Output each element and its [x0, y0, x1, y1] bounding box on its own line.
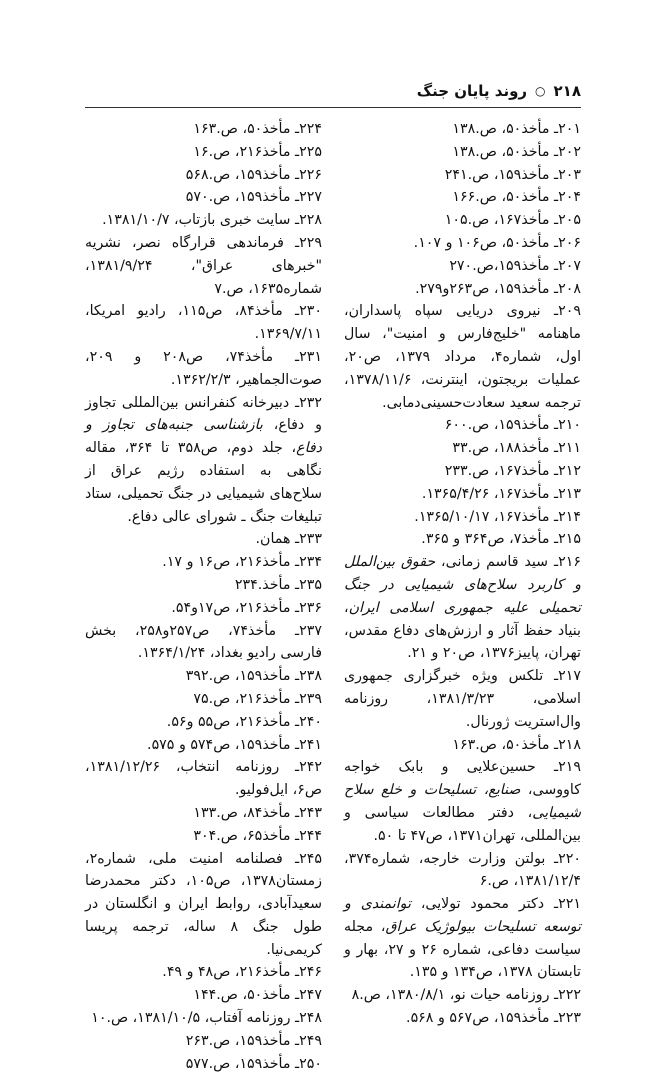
endnote-text-part: ۲۳۲ـ دبیرخانه کنفرانس بین‌المللی تجاوز و دفاع، — [85, 394, 322, 434]
endnote-title-italic: صنایع، تسلیحات و خلع سلاح شیمیایی — [344, 782, 581, 821]
endnote-entry: ۲۰۸ـ مأخذ۱۵۹، ص۲۶۳و۲۷۹. — [415, 280, 581, 297]
endnote-entry: ۲۴۶ـ مأخذ۲۱۶، ص۴۸ و ۴۹. — [162, 964, 322, 981]
endnote-entry: ۲۲۲ـ روزنامه حیات نو، ۱۳۸۰/۸/۱، ص.۸ — [351, 987, 581, 1004]
endnote-entry: ۲۰۴ـ مأخذ۵۰، ص.۱۶۶ — [452, 189, 581, 206]
endnote-entry: ۲۲۴ـ مأخذ۵۰، ص.۱۶۳ — [193, 121, 322, 137]
endnote-entry: ۲۳۰ـ مأخذ۸۴، ص۱۱۵، رادیو امریکا، ۱۳۶۹/۷/۱۱. — [85, 303, 322, 343]
endnote-entry — [344, 893, 581, 984]
endnote-entry: ۲۱۲ـ مأخذ۱۶۷، ص.۲۳۳ — [444, 462, 581, 479]
endnote-entry: ۲۲۰ـ بولتن وزارت خارجه، شماره۳۷۴، ۱۳۸۱/۱۲/۴، ص.۶ — [344, 850, 581, 890]
endnote-text-part: ، مجله سیاست دفاعی، شماره ۲۶ و ۲۷، بهار و تابستان ۱۳۷۸، ص۱۳۴ و ۱۳۵. — [344, 918, 581, 981]
endnote-title-italic: حقوق بین‌الملل و کاربرد سلاح‌های شیمیایی در جنگ تحمیلی علیه جمهوری اسلامی ایران — [344, 554, 581, 616]
endnote-entry: ۲۲۷ـ مأخذ۱۵۹، ص.۵۷۰ — [185, 189, 322, 206]
endnote-entry: ۲۱۴ـ مأخذ۱۶۷، ۱۳۶۵/۱۰/۱۷. — [414, 508, 581, 525]
endnote-entry — [85, 392, 322, 529]
endnote-entry: ۲۰۶ـ مأخذ۵۰، ص۱۰۶ و ۱۰۷. — [413, 234, 581, 251]
running-header — [85, 78, 581, 104]
endnote-entry: ۲۱۱ـ مأخذ۱۸۸، ص.۳۳ — [452, 440, 581, 457]
endnote-entry: ۲۱۵ـ مأخذ۷، ص۳۶۴ و ۳۶۵. — [421, 531, 581, 548]
endnote-entry: ۲۲۳ـ مأخذ۱۵۹، ص۵۶۷ و ۵۶۸. — [406, 1010, 581, 1027]
endnote-entry: ۲۱۳ـ مأخذ۱۶۷، ۱۳۶۵/۴/۲۶. — [421, 485, 581, 502]
endnote-entry — [344, 756, 581, 847]
endnote-text-part: ، بنیاد حفظ آثار و ارزش‌های دفاع مقدس، تهران، پاییز۱۳۷۶، ص۲۰ و ۲۱. — [344, 599, 581, 662]
header-rule — [85, 107, 581, 108]
page-number: ۲۱۸ — [553, 82, 581, 100]
endnotes-columns — [85, 118, 582, 1072]
endnote-entry: ۲۴۵ـ فصلنامه امنیت ملی، شماره۲، زمستان۱۳۷۸، ص۱۰۵، دکتر محمدرضا سعیدآبادی، روابط ایران و انگلستان در طول جنگ ۸ ساله، ترجمه پریسا کریمی‌نیا. — [85, 850, 322, 958]
running-title: روند پایان جنگ — [416, 82, 528, 100]
endnote-entry: ۲۳۹ـ مأخذ۲۱۶، ص.۷۵ — [193, 690, 322, 707]
endnote-entry: ۲۴۲ـ روزنامه انتخاب، ۱۳۸۱/۱۲/۲۶، ص۶، ایل‌فولیو. — [85, 759, 322, 799]
endnote-title-italic: بازشناسی جنبه‌های تجاوز و دفاع — [85, 417, 322, 457]
endnote-entry: ۲۳۷ـ مأخذ۷۴، ص۲۵۷و۲۵۸، بخش فارسی رادیو بغداد، ۱۳۶۴/۱/۲۴. — [85, 622, 322, 662]
endnote-text-part: ۲۱۹ـ حسین‌علایی و بابک خواجه کاووسی، — [344, 759, 581, 799]
endnote-entry: ۲۴۷ـ مأخذ۵۰، ص.۱۴۴ — [193, 987, 322, 1004]
endnote-entry: ۲۳۴ـ مأخذ۲۱۶، ص۱۶ و ۱۷. — [162, 554, 322, 571]
endnote-entry: ۲۴۱ـ مأخذ۱۵۹، ص۵۷۴ و ۵۷۵. — [147, 736, 322, 753]
notes-column-right — [344, 118, 582, 1027]
circle-marker-icon: ○ — [535, 84, 546, 98]
endnote-text-part: ، جلد دوم، ص۳۵۸ تا ۳۶۴، مقاله نگاهی به استفاده رژیم عراق از سلاح‌های شیمیایی در جنگ تحمیلی، ستاد تبلیغات جنگ ـ شورای عالی دفاع. — [85, 440, 322, 525]
endnote-entry: ۲۴۳ـ مأخذ۸۴، ص.۱۳۳ — [193, 804, 322, 821]
endnote-entry: ۲۴۹ـ مأخذ۱۵۹، ص.۲۶۳ — [185, 1032, 322, 1049]
endnote-entry: ۲۲۸ـ سایت خبری بازتاب، ۱۳۸۱/۱۰/۷. — [102, 212, 322, 229]
endnote-entry: ۲۴۸ـ روزنامه آفتاب، ۱۳۸۱/۱۰/۵، ص.۱۰ — [91, 1010, 322, 1027]
endnote-entry: ۲۱۷ـ تلکس ویژه خبرگزاری جمهوری اسلامی، ۱۳۸۱/۳/۲۳، روزنامه وال‌استریت ژورنال. — [344, 668, 581, 730]
endnote-title-italic: توانمندی و توسعه تسلیحات بیولوژیک عراق — [344, 896, 581, 935]
endnote-entry: ۲۱۸ـ مأخذ۵۰، ص.۱۶۳ — [452, 736, 581, 753]
endnote-entry: ۲۰۳ـ مأخذ۱۵۹، ص.۲۴۱ — [444, 166, 581, 183]
endnote-entry — [344, 551, 581, 665]
endnote-entry: ۲۲۵ـ مأخذ۲۱۶، ص.۱۶ — [193, 143, 322, 160]
endnote-entry: ۲۴۴ـ مأخذ۶۵، ص.۳۰۴ — [193, 827, 322, 844]
endnote-entry: ۲۰۲ـ مأخذ۵۰، ص.۱۳۸ — [452, 143, 581, 160]
endnote-entry: ۲۲۹ـ فرماندهی قرارگاه نصر، نشریه "خبرهای عراق"، ۱۳۸۱/۹/۲۴، شماره۱۶۳۵، ص.۷ — [85, 234, 322, 297]
endnote-entry: ۲۱۰ـ مأخذ۱۵۹، ص.۶۰۰ — [444, 417, 581, 434]
endnote-entry: ۲۰۹ـ نیروی دریایی سپاه پاسداران، ماهنامه "خلیج‌فارس و امنیت"، سال اول، شماره۴، مرداد ۱۳۷۹، ص۲۰، عملیات بریجتون، اینترنت، ۱۳۷۸/۱۱/۶، ترجمه سعید سعادت‌حسینی‌دمابی. — [344, 303, 582, 411]
endnote-entry: ۲۳۱ـ مأخذ۷۴، ص۲۰۸ و ۲۰۹، صوت‌الجماهیر، ۱۳۶۲/۲/۳. — [85, 348, 322, 388]
endnote-entry: ۲۳۶ـ مأخذ۲۱۶، ص۱۷و۵۴. — [171, 599, 322, 616]
endnote-entry: ۲۵۰ـ مأخذ۱۵۹، ص.۵۷۷ — [185, 1055, 322, 1072]
endnote-text-part: ۲۱۶ـ سید قاسم زمانی، — [435, 554, 582, 571]
endnote-entry: ۲۰۷ـ مأخذ۱۵۹،ص.۲۷۰ — [449, 257, 581, 274]
endnote-text-part: ، دفتر مطالعات سیاسی و بین‌المللی، تهران۱۳۷۱، ص۴۷ تا ۵۰. — [344, 804, 581, 844]
endnote-entry: ۲۴۰ـ مأخذ۲۱۶، ص۵۵ و۵۶. — [166, 713, 322, 730]
endnote-entry: ۲۳۳ـ همان. — [255, 531, 322, 548]
endnote-entry: ۲۰۵ـ مأخذ۱۶۷، ص.۱۰۵ — [444, 212, 581, 229]
notes-column-left — [85, 118, 322, 1072]
endnote-entry: ۲۲۶ـ مأخذ۱۵۹، ص.۵۶۸ — [185, 166, 322, 183]
endnote-entry: ۲۳۸ـ مأخذ۱۵۹، ص.۳۹۲ — [185, 668, 322, 685]
endnote-entry: ۲۳۵ـ مأخذ.۲۳۴ — [234, 576, 322, 593]
endnote-entry: ۲۰۱ـ مأخذ۵۰، ص.۱۳۸ — [452, 121, 581, 137]
endnote-text-part: ۲۲۱ـ دکتر محمود تولایی، — [410, 896, 581, 913]
